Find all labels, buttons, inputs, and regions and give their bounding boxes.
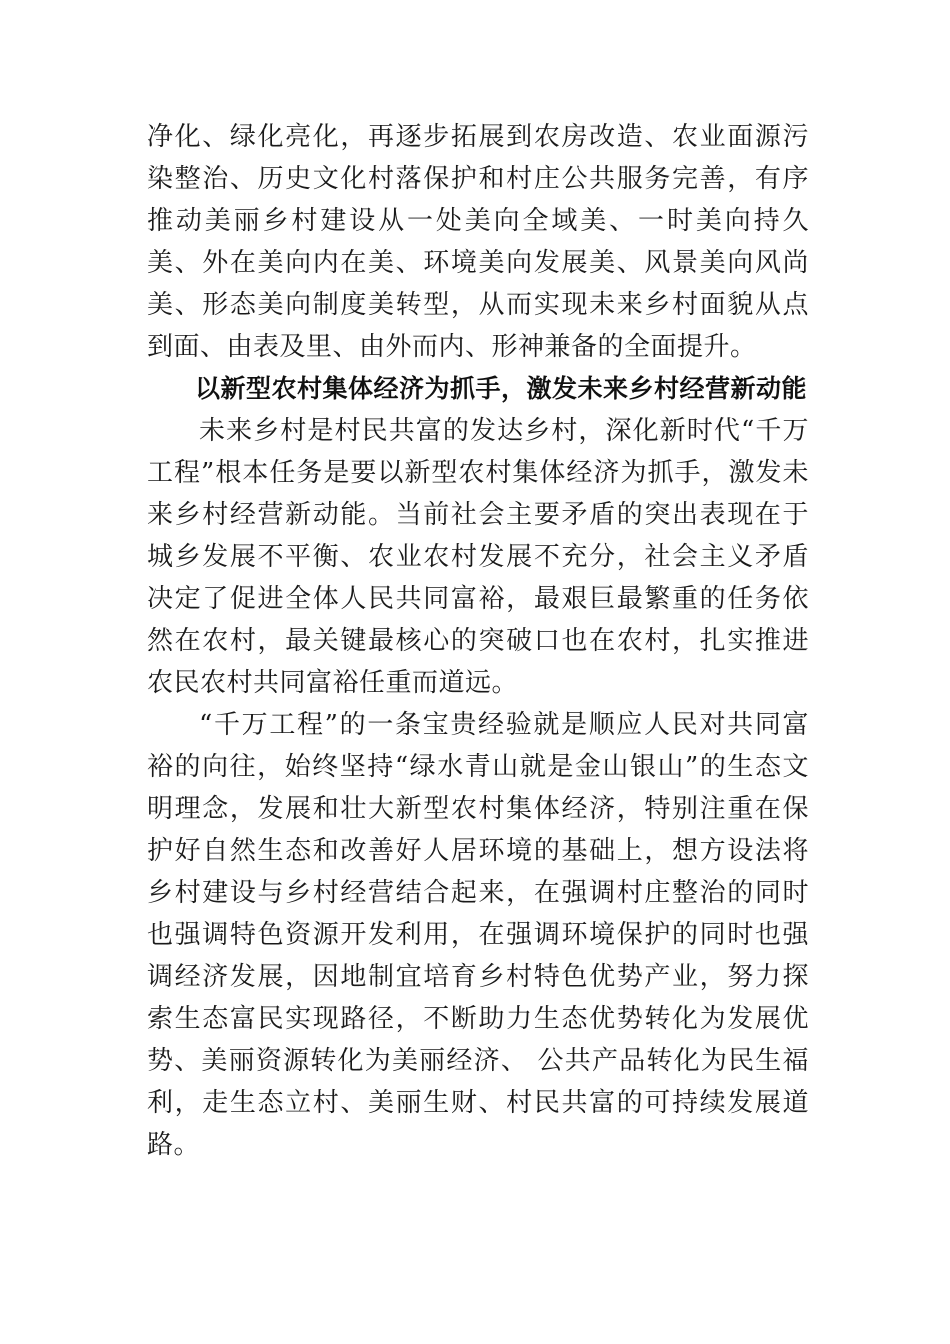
document-body bbox=[147, 116, 809, 1166]
body-paragraph-1: 净化、绿化亮化，再逐步拓展到农房改造、农业面源污染整治、历史文化村落保护和村庄公共服务完善，有序推动美丽乡村建设从一处美向全域美、一时美向持久美、外在美向内在美、环境美向发展美、风景美向风尚美、形态美向制度美转型，从而实现未来乡村面貌从点到面、由表及里、由外而内、形神兼备的全面提升。 bbox=[147, 122, 809, 362]
section-heading: 以新型农村集体经济为抓手，激发未来乡村经营新动能 bbox=[195, 374, 808, 403]
body-paragraph-3: “千万工程”的一条宝贵经验就是顺应人民对共同富裕的向往，始终坚持“绿水青山就是金山银山”的生态文明理念，发展和壮大新型农村集体经济，特别注重在保护好自然生态和改善好人居环境的基础上，想方设法将乡村建设与乡村经营结合起来，在强调村庄整治的同时也强调特色资源开发利用，在强调环境保护的同时也强调经济发展，因地制宜培育乡村特色优势产业，努力探索生态富民实现路径，不断助力生态优势转化为发展优势、美丽资源转化为美丽经济、 公共产品转化为民生福利，走生态立村、美丽生财、村民共富的可持续发展道路。 bbox=[147, 710, 809, 1160]
body-paragraph-2: 未来乡村是村民共富的发达乡村，深化新时代“千万工程”根本任务是要以新型农村集体经济为抓手，激发未来乡村经营新动能。当前社会主要矛盾的突出表现在于城乡发展不平衡、农业农村发展不充分，社会主义矛盾决定了促进全体人民共同富裕，最艰巨最繁重的任务依然在农村，最关键最核心的突破口也在农村，扎实推进农民农村共同富裕任重而道远。 bbox=[147, 416, 809, 698]
